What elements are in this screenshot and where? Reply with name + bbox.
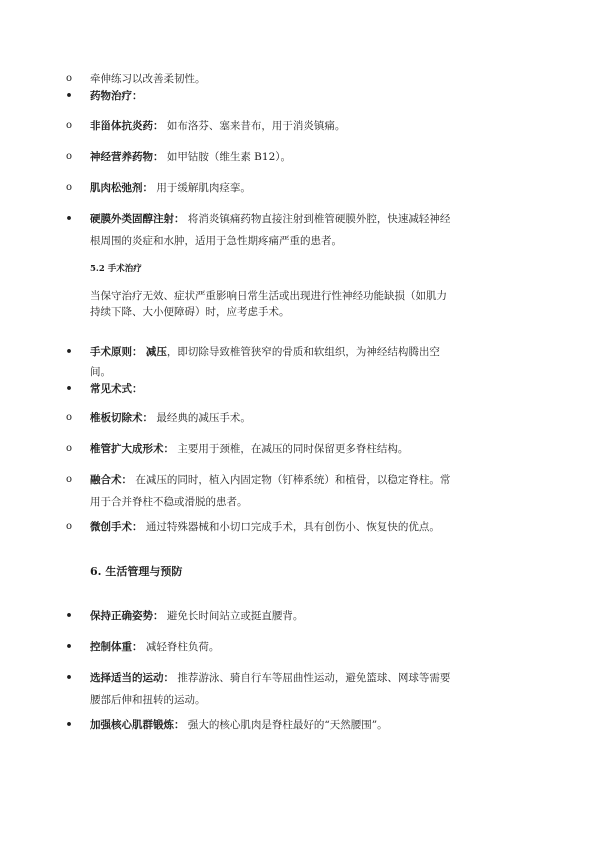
- item-text: 如甲钴胺（维生素 B12）。: [166, 151, 292, 163]
- heading-text: 6. 生活管理与预防: [90, 565, 183, 578]
- bullet: •: [65, 212, 73, 225]
- item-label: 保持正确姿势：: [90, 610, 164, 622]
- item-label: 椎管扩大成形术：: [90, 443, 174, 455]
- bullet: •: [65, 345, 73, 358]
- item-text: 牵伸练习以改善柔韧性。: [90, 73, 206, 85]
- item-text-wrap: [90, 670, 450, 686]
- item-label: 手术原则：: [90, 346, 143, 358]
- bullet: •: [65, 89, 73, 102]
- item-text: 推荐游泳、骑自行车等屈曲性运动，避免篮球、网球等需要: [177, 672, 451, 684]
- item-text-wrap: [90, 717, 388, 733]
- item-text: 根周围的炎症和水肿，适用于急性期疼痛严重的患者。: [90, 235, 342, 247]
- item-label: 椎板切除术：: [90, 412, 153, 424]
- item-text: 腰部后伸和扭转的运动。: [90, 694, 206, 706]
- item-text: 如布洛芬、塞来昔布，用于消炎镇痛。: [166, 120, 346, 132]
- item-emphasis: 减压: [145, 346, 167, 358]
- bullet: •: [65, 609, 73, 622]
- item-label: 硬膜外类固醇注射：: [90, 213, 185, 225]
- item-text: 通过特殊器械和小切口完成手术，具有创伤小、恢复快的优点。: [145, 521, 440, 533]
- bullet: •: [65, 382, 73, 395]
- bullet: •: [65, 671, 73, 684]
- sub-bullet: o: [65, 182, 73, 193]
- item-text-wrap: [90, 149, 291, 165]
- sub-bullet: o: [65, 474, 73, 485]
- paragraph-line: 当保守治疗无效、症状严重影响日常生活或出现进行性神经功能缺损（如肌力: [90, 290, 447, 302]
- item-text: 最经典的减压手术。: [156, 412, 251, 424]
- heading-text: 5.2 手术治疗: [90, 264, 142, 274]
- item-text-wrap: [90, 211, 450, 227]
- item-label: 融合术：: [90, 474, 132, 486]
- sub-bullet: o: [65, 521, 73, 532]
- item-label: 微创手术：: [90, 521, 143, 533]
- sub-bullet: o: [65, 412, 73, 423]
- item-text: 在减压的同时，植入内固定物（钉棒系统）和植骨，以稳定脊柱。常: [135, 474, 451, 486]
- item-text: 避免长时间站立或挺直腰背。: [166, 610, 304, 622]
- item-text-wrap: [90, 441, 408, 457]
- item-text-wrap: [90, 639, 219, 655]
- item-label: 控制体重：: [90, 641, 143, 653]
- item-label: 肌肉松弛剂：: [90, 182, 153, 194]
- item-text: ，即切除导致椎管狭窄的骨质和软组织，为神经结构腾出空: [166, 346, 440, 358]
- item-text-wrap: [90, 410, 251, 426]
- bullet: •: [65, 718, 73, 731]
- sub-bullet: o: [65, 151, 73, 162]
- bullet: •: [65, 640, 73, 653]
- paragraph-line: 持续下降、大小便障碍）时，应考虑手术。: [90, 306, 290, 318]
- item-text-wrap: [90, 472, 450, 488]
- item-text-wrap: [90, 180, 251, 196]
- item-label: 非甾体抗炎药：: [90, 120, 164, 132]
- item-text: 强大的核心肌肉是脊柱最好的“天然腰围”。: [187, 719, 388, 731]
- item-label: 选择适当的运动：: [90, 672, 174, 684]
- sub-bullet: o: [65, 73, 73, 84]
- item-text: 将消炎镇痛药物直接注射到椎管硬膜外腔，快速减轻神经: [187, 213, 451, 225]
- item-text: 用于合并脊柱不稳或滑脱的患者。: [90, 496, 248, 508]
- item-text-wrap: [90, 118, 345, 134]
- sub-bullet: o: [65, 120, 73, 131]
- item-text: 主要用于颈椎，在减压的同时保留更多脊柱结构。: [177, 443, 409, 455]
- item-label: 神经营养药物：: [90, 151, 164, 163]
- sub-bullet: o: [65, 443, 73, 454]
- item-label: 药物治疗：: [90, 90, 143, 102]
- item-text-wrap: [90, 344, 440, 360]
- item-text: 减轻脊柱负荷。: [145, 641, 220, 653]
- item-label: 常见术式：: [90, 383, 143, 395]
- item-text: 间。: [90, 366, 111, 378]
- item-text: 用于缓解肌肉痉挛。: [156, 182, 251, 194]
- item-text-wrap: [90, 519, 440, 535]
- item-text-wrap: [90, 608, 303, 624]
- item-label: 加强核心肌群锻炼：: [90, 719, 185, 731]
